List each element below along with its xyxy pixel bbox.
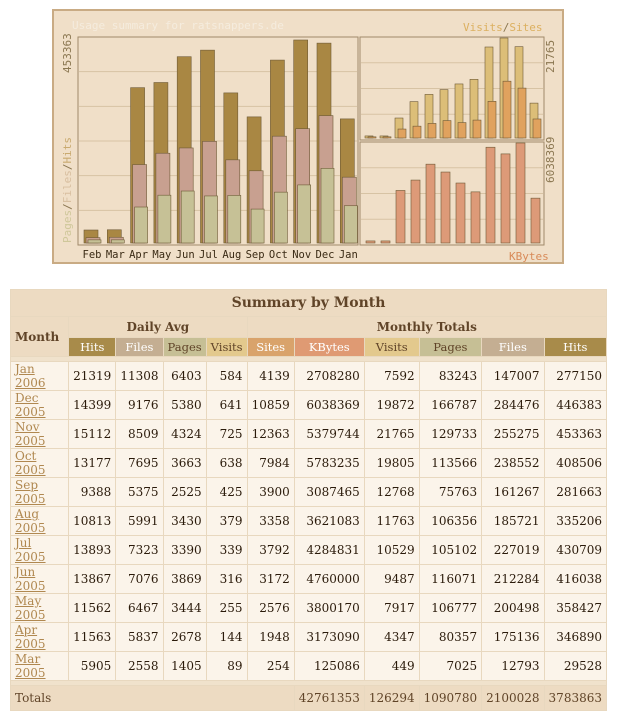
month-link[interactable]: Aug 2005 (15, 507, 46, 535)
cell-visits: 7917 (365, 594, 419, 622)
cell-sites: 4139 (248, 362, 294, 390)
right-top-scale-max: 21765 (544, 39, 557, 73)
bar-kbytes (426, 164, 435, 243)
cell-pages: 105102 (420, 536, 481, 564)
col-files: Files (482, 338, 543, 356)
usage-graph (52, 9, 564, 264)
cell-hits: 335206 (545, 507, 606, 535)
cell-kbytes: 2708280 (295, 362, 364, 390)
cell-pages: 7025 (420, 652, 481, 680)
cell-d-files: 8509 (116, 420, 162, 448)
bar-sites (488, 101, 496, 138)
x-tick-label: Sep (245, 249, 265, 261)
cell-files: 185721 (482, 507, 543, 535)
cell-d-files: 2558 (116, 652, 162, 680)
col-daily-files: Files (116, 338, 162, 356)
table-row (11, 478, 606, 506)
cell-pages: 106356 (420, 507, 481, 535)
x-tick-label: Dec (315, 249, 335, 261)
totals-label: Totals (11, 686, 294, 710)
cell-visits: 449 (365, 652, 419, 680)
month-link[interactable]: Oct 2005 (15, 449, 46, 477)
usage-graph-svg (54, 11, 566, 266)
bar-pages (321, 168, 334, 243)
cell-d-pages: 3869 (164, 565, 206, 593)
x-tick-label: Feb (82, 249, 102, 261)
graph-title: Usage summary for ratsnappers.de (72, 19, 284, 32)
cell-sites: 7984 (248, 449, 294, 477)
cell-pages: 129733 (420, 420, 481, 448)
cell-visits: 19805 (365, 449, 419, 477)
cell-d-visits: 584 (207, 362, 247, 390)
cell-d-hits: 13893 (69, 536, 115, 564)
x-tick-label: Jul (199, 249, 218, 261)
cell-files: 175136 (482, 623, 543, 651)
total-files: 2100028 (482, 686, 543, 710)
cell-d-files: 7076 (116, 565, 162, 593)
bar-sites (518, 88, 526, 138)
cell-d-pages: 3444 (164, 594, 206, 622)
cell-d-visits: 255 (207, 594, 247, 622)
table-row (11, 391, 606, 419)
bar-kbytes (516, 143, 525, 243)
cell-visits: 12768 (365, 478, 419, 506)
month-link[interactable]: Jun 2005 (15, 565, 46, 593)
bar-sites (533, 119, 541, 138)
month-link[interactable]: Mar 2005 (15, 652, 46, 680)
cell-pages: 106777 (420, 594, 481, 622)
cell-visits: 19872 (365, 391, 419, 419)
cell-d-hits: 11563 (69, 623, 115, 651)
cell-hits: 446383 (545, 391, 606, 419)
bar-kbytes (366, 241, 375, 243)
month-header: Month (11, 317, 68, 356)
cell-files: 212284 (482, 565, 543, 593)
bar-pages (158, 195, 171, 243)
right-bottom-scale-max: 6038369 (544, 136, 557, 183)
cell-kbytes: 6038369 (295, 391, 364, 419)
bar-kbytes (381, 241, 390, 243)
cell-d-hits: 9388 (69, 478, 115, 506)
daily-avg-header: Daily Avg (69, 317, 246, 337)
totals-row (11, 686, 606, 710)
cell-d-pages: 3663 (164, 449, 206, 477)
svg-text:Visits/Sites (463, 21, 543, 34)
bar-pages (298, 185, 311, 243)
cell-d-files: 11308 (116, 362, 162, 390)
cell-d-pages: 4324 (164, 420, 206, 448)
cell-sites: 254 (248, 652, 294, 680)
cell-files: 255275 (482, 420, 543, 448)
bar-sites (503, 81, 511, 138)
x-tick-label: Mar (105, 249, 125, 261)
bar-pages (88, 240, 101, 243)
legend-sep: / (502, 21, 510, 34)
col-hits: Hits (545, 338, 606, 356)
x-axis-labels (83, 249, 358, 261)
cell-d-visits: 339 (207, 536, 247, 564)
month-link[interactable]: Apr 2005 (15, 623, 46, 651)
bar-sites (383, 137, 391, 138)
cell-d-hits: 21319 (69, 362, 115, 390)
cell-hits: 281663 (545, 478, 606, 506)
cell-kbytes: 4284831 (295, 536, 364, 564)
x-tick-label: Aug (222, 249, 242, 261)
bar-pages (228, 195, 241, 243)
bar-sites (413, 126, 421, 138)
table-row (11, 420, 606, 448)
cell-files: 147007 (482, 362, 543, 390)
cell-d-visits: 725 (207, 420, 247, 448)
table-row (11, 449, 606, 477)
cell-pages: 80357 (420, 623, 481, 651)
cell-d-pages: 5380 (164, 391, 206, 419)
bar-kbytes (501, 154, 510, 243)
monthly-totals-header: Monthly Totals (248, 317, 606, 337)
bar-sites (398, 129, 406, 138)
bar-kbytes (441, 172, 450, 243)
cell-sites: 2576 (248, 594, 294, 622)
cell-visits: 4347 (365, 623, 419, 651)
cell-sites: 3900 (248, 478, 294, 506)
cell-sites: 3792 (248, 536, 294, 564)
col-daily-pages: Pages (164, 338, 206, 356)
cell-d-visits: 89 (207, 652, 247, 680)
cell-d-pages: 3430 (164, 507, 206, 535)
cell-d-hits: 11562 (69, 594, 115, 622)
total-visits: 126294 (365, 686, 419, 710)
cell-files: 284476 (482, 391, 543, 419)
bar-kbytes (531, 198, 540, 243)
table-row (11, 507, 606, 535)
cell-d-files: 5837 (116, 623, 162, 651)
cell-kbytes: 3621083 (295, 507, 364, 535)
cell-hits: 29528 (545, 652, 606, 680)
month-link[interactable]: Jul 2005 (15, 536, 46, 564)
cell-hits: 453363 (545, 420, 606, 448)
cell-hits: 358427 (545, 594, 606, 622)
bar-pages (135, 207, 148, 243)
cell-d-hits: 14399 (69, 391, 115, 419)
month-link[interactable]: Jan 2006 (15, 362, 46, 390)
bar-kbytes (456, 183, 465, 243)
cell-d-visits: 638 (207, 449, 247, 477)
legend-visits: Visits (463, 21, 503, 34)
cell-d-hits: 10813 (69, 507, 115, 535)
cell-pages: 75763 (420, 478, 481, 506)
col-daily-hits: Hits (69, 338, 115, 356)
cell-visits: 21765 (365, 420, 419, 448)
legend-hits: Hits (61, 137, 74, 164)
bar-sites (473, 120, 481, 138)
cell-d-files: 6467 (116, 594, 162, 622)
cell-pages: 113566 (420, 449, 481, 477)
bar-sites (443, 121, 451, 138)
bar-sites (458, 123, 466, 138)
cell-d-pages: 6403 (164, 362, 206, 390)
cell-files: 12793 (482, 652, 543, 680)
cell-hits: 277150 (545, 362, 606, 390)
cell-visits: 10529 (365, 536, 419, 564)
cell-kbytes: 3173090 (295, 623, 364, 651)
cell-kbytes: 3087465 (295, 478, 364, 506)
cell-d-files: 9176 (116, 391, 162, 419)
left-scale-max: 453363 (61, 33, 74, 73)
total-hits: 3783863 (545, 686, 606, 710)
bar-kbytes (486, 147, 495, 243)
month-link[interactable]: Dec 2005 (15, 391, 46, 419)
month-link[interactable]: Nov 2005 (15, 420, 46, 448)
cell-pages: 83243 (420, 362, 481, 390)
cell-d-visits: 425 (207, 478, 247, 506)
legend-sites: Sites (509, 21, 543, 34)
bar-pages (205, 196, 218, 243)
table-row (11, 652, 606, 680)
cell-hits: 346890 (545, 623, 606, 651)
cell-kbytes: 3800170 (295, 594, 364, 622)
cell-hits: 430709 (545, 536, 606, 564)
cell-d-pages: 1405 (164, 652, 206, 680)
legend-kbytes: KBytes (509, 250, 549, 263)
col-kbytes: KBytes (295, 338, 364, 356)
cell-files: 200498 (482, 594, 543, 622)
cell-files: 227019 (482, 536, 543, 564)
cell-d-hits: 15112 (69, 420, 115, 448)
x-tick-label: May (152, 249, 172, 261)
cell-sites: 3358 (248, 507, 294, 535)
cell-sites: 3172 (248, 565, 294, 593)
cell-d-pages: 2525 (164, 478, 206, 506)
x-tick-label: Jun (175, 249, 195, 261)
cell-visits: 7592 (365, 362, 419, 390)
col-visits: Visits (365, 338, 419, 356)
bar-pages (181, 191, 194, 243)
bar-kbytes (471, 192, 480, 243)
total-kbytes: 42761353 (295, 686, 364, 710)
cell-sites: 10859 (248, 391, 294, 419)
cell-d-hits: 13177 (69, 449, 115, 477)
bar-sites (428, 123, 436, 138)
cell-d-files: 5375 (116, 478, 162, 506)
cell-sites: 12363 (248, 420, 294, 448)
bar-pages (274, 192, 287, 243)
month-link[interactable]: May 2005 (15, 594, 46, 622)
cell-d-visits: 144 (207, 623, 247, 651)
cell-hits: 408506 (545, 449, 606, 477)
cell-pages: 116071 (420, 565, 481, 593)
cell-d-visits: 641 (207, 391, 247, 419)
cell-d-pages: 2678 (164, 623, 206, 651)
cell-kbytes: 4760000 (295, 565, 364, 593)
col-daily-visits: Visits (207, 338, 247, 356)
cell-d-hits: 13867 (69, 565, 115, 593)
x-tick-label: Apr (129, 249, 149, 261)
cell-sites: 1948 (248, 623, 294, 651)
legend-pages: Pages (61, 209, 74, 243)
bar-sites (368, 137, 376, 138)
col-sites: Sites (248, 338, 294, 356)
cell-d-files: 7323 (116, 536, 162, 564)
table-row (11, 536, 606, 564)
bar-kbytes (396, 190, 405, 243)
svg-text:Pages/Files/Hits (61, 137, 74, 243)
bar-pages (344, 206, 357, 243)
bar-pages (111, 240, 124, 243)
month-link[interactable]: Sep 2005 (15, 478, 46, 506)
x-tick-label: Jan (338, 249, 358, 261)
cell-visits: 11763 (365, 507, 419, 535)
cell-d-files: 5991 (116, 507, 162, 535)
legend-files: Files (61, 170, 74, 204)
table-caption: Summary by Month (11, 290, 606, 316)
cell-kbytes: 5783235 (295, 449, 364, 477)
cell-visits: 9487 (365, 565, 419, 593)
x-tick-label: Nov (292, 249, 312, 261)
col-pages: Pages (420, 338, 481, 356)
table-row (11, 623, 606, 651)
total-pages: 1090780 (420, 686, 481, 710)
cell-hits: 416038 (545, 565, 606, 593)
table-row (11, 565, 606, 593)
legend-sep-2: / (61, 163, 74, 171)
x-tick-label: Oct (268, 249, 288, 261)
cell-kbytes: 5379744 (295, 420, 364, 448)
legend-sep-1: / (61, 203, 74, 210)
cell-files: 238552 (482, 449, 543, 477)
cell-d-pages: 3390 (164, 536, 206, 564)
cell-files: 161267 (482, 478, 543, 506)
cell-d-hits: 5905 (69, 652, 115, 680)
bar-kbytes (411, 180, 420, 243)
cell-d-visits: 316 (207, 565, 247, 593)
table-body (11, 362, 606, 680)
table-row (11, 594, 606, 622)
cell-d-files: 7695 (116, 449, 162, 477)
cell-pages: 166787 (420, 391, 481, 419)
cell-kbytes: 125086 (295, 652, 364, 680)
summary-table (10, 289, 607, 711)
cell-d-visits: 379 (207, 507, 247, 535)
table-row (11, 362, 606, 390)
bar-pages (251, 209, 264, 243)
